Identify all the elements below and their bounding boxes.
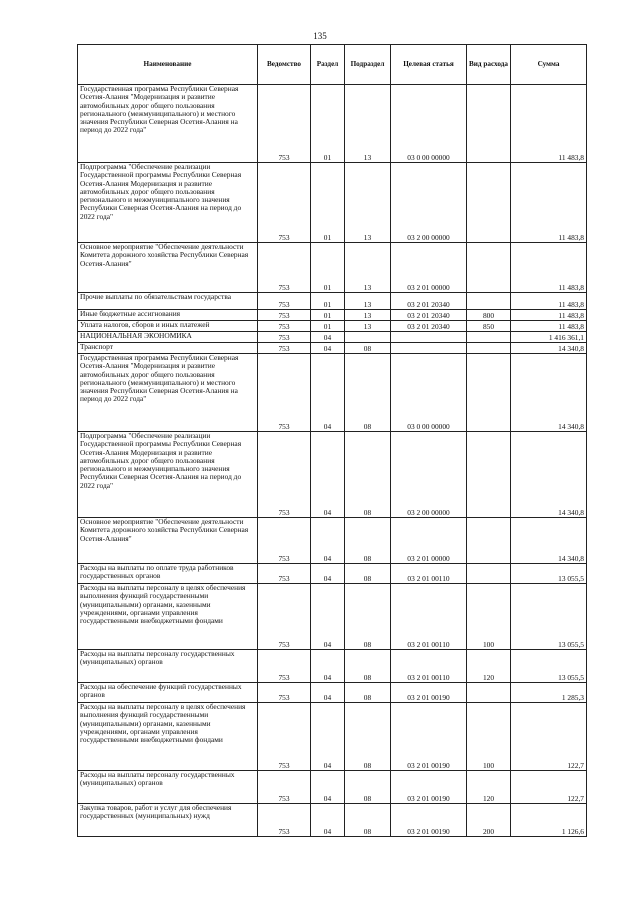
row-name: НАЦИОНАЛЬНАЯ ЭКОНОМИКА <box>80 332 192 340</box>
row-target: 03 2 01 00000 <box>391 518 467 564</box>
row-amount: 14 340,8 <box>511 432 587 518</box>
header-section: Раздел <box>311 45 345 85</box>
row-subsection: 08 <box>345 432 391 518</box>
row-dept: 753 <box>258 683 311 703</box>
row-name: Основное мероприятие "Обеспечение деятельности Комитета дорожного хозяйства Республики Северная Осетия-Алания" <box>80 518 249 543</box>
row-name: Государственная программа Республики Северная Осетия-Алания "Модернизация и развитие автомобильных дорог общего пользования регионального (межмуниципального) и местного значения Республики Северная Осетия-Алания на период до 2022 года" <box>80 354 239 404</box>
row-dept: 753 <box>258 310 311 321</box>
row-name: Расходы на выплаты персоналу в целях обеспечения выполнения функций государственными (муниципальными) органами, казенными учреждениями, органами управления государственными внебюджетными фондами <box>80 584 246 626</box>
row-target: 03 2 01 00190 <box>391 771 467 804</box>
row-subsection: 08 <box>345 354 391 432</box>
row-dept: 753 <box>258 432 311 518</box>
row-amount: 11 483,8 <box>511 243 587 293</box>
row-name: Расходы на выплаты персоналу государственных (муниципальных) органов <box>80 650 235 667</box>
row-subsection: 08 <box>345 518 391 564</box>
table-row <box>78 310 587 321</box>
row-name-cell <box>78 243 258 293</box>
row-target <box>391 343 467 354</box>
table-row <box>78 650 587 683</box>
table-row <box>78 332 587 343</box>
header-name: Наименование <box>78 45 258 85</box>
row-expense-type: 120 <box>467 771 511 804</box>
row-dept: 753 <box>258 564 311 584</box>
row-dept: 753 <box>258 650 311 683</box>
row-name: Государственная программа Республики Северная Осетия-Алания "Модернизация и развитие автомобильных дорог общего пользования регионального (межмуниципального) и местного значения Республики Северная Осетия-Алания на период до 2022 года" <box>80 85 239 135</box>
row-subsection: 08 <box>345 683 391 703</box>
row-expense-type: 100 <box>467 584 511 650</box>
table-row <box>78 771 587 804</box>
row-subsection: 08 <box>345 804 391 837</box>
row-subsection: 08 <box>345 703 391 771</box>
row-section: 04 <box>311 683 345 703</box>
budget-table <box>77 44 587 837</box>
row-dept: 753 <box>258 332 311 343</box>
header-target: Целевая статья <box>391 45 467 85</box>
table-row <box>78 163 587 243</box>
row-name-cell <box>78 564 258 584</box>
table-body <box>78 85 587 837</box>
row-dept: 753 <box>258 343 311 354</box>
row-amount: 11 483,8 <box>511 310 587 321</box>
row-target: 03 2 01 00190 <box>391 804 467 837</box>
row-dept: 753 <box>258 804 311 837</box>
row-name: Расходы на выплаты персоналу государственных (муниципальных) органов <box>80 771 235 788</box>
row-expense-type: 850 <box>467 321 511 332</box>
row-expense-type <box>467 343 511 354</box>
row-section: 01 <box>311 163 345 243</box>
row-section: 01 <box>311 243 345 293</box>
row-section: 01 <box>311 293 345 310</box>
row-name: Иные бюджетные ассигнования <box>80 310 181 318</box>
row-name: Подпрограмма "Обеспечение реализации Государственной программы Республики Северная Осетия-Алания Модернизация и развитие автомобильных дорог общего пользования регионального и межмуниципального значения Республики Северная Осетия-Алания на период до 2022 года" <box>80 163 242 221</box>
row-section: 01 <box>311 85 345 163</box>
row-target: 03 2 01 20340 <box>391 293 467 310</box>
header-dept: Ведомство <box>258 45 311 85</box>
row-name: Закупка товаров, работ и услуг для обеспечения государственных (муниципальных) нужд <box>80 804 232 821</box>
row-name-cell <box>78 771 258 804</box>
row-subsection: 13 <box>345 163 391 243</box>
row-expense-type <box>467 332 511 343</box>
table-row <box>78 293 587 310</box>
table-row <box>78 432 587 518</box>
row-expense-type <box>467 683 511 703</box>
row-target: 03 2 01 00110 <box>391 650 467 683</box>
row-subsection: 08 <box>345 650 391 683</box>
row-section: 04 <box>311 564 345 584</box>
row-dept: 753 <box>258 293 311 310</box>
header-subsection: Подраздел <box>345 45 391 85</box>
row-amount: 11 483,8 <box>511 163 587 243</box>
row-name-cell <box>78 432 258 518</box>
row-expense-type <box>467 518 511 564</box>
row-name-cell <box>78 518 258 564</box>
row-section: 04 <box>311 332 345 343</box>
row-target: 03 0 00 00000 <box>391 354 467 432</box>
row-target: 03 2 01 00000 <box>391 243 467 293</box>
row-section: 04 <box>311 804 345 837</box>
row-name-cell <box>78 163 258 243</box>
row-section: 04 <box>311 650 345 683</box>
row-amount: 13 055,5 <box>511 650 587 683</box>
row-dept: 753 <box>258 518 311 564</box>
row-dept: 753 <box>258 321 311 332</box>
row-name-cell <box>78 683 258 703</box>
row-amount: 11 483,8 <box>511 85 587 163</box>
row-subsection: 08 <box>345 584 391 650</box>
row-subsection: 13 <box>345 243 391 293</box>
row-dept: 753 <box>258 703 311 771</box>
row-expense-type <box>467 432 511 518</box>
row-subsection: 08 <box>345 343 391 354</box>
row-expense-type <box>467 354 511 432</box>
table-row <box>78 321 587 332</box>
row-amount: 13 055,5 <box>511 584 587 650</box>
row-subsection: 13 <box>345 293 391 310</box>
row-dept: 753 <box>258 584 311 650</box>
row-name: Расходы на обеспечение функций государственных органов <box>80 683 242 700</box>
row-amount: 1 416 361,1 <box>511 332 587 343</box>
row-section: 04 <box>311 584 345 650</box>
table-row <box>78 703 587 771</box>
row-name: Расходы на выплаты по оплате труда работников государственных органов <box>80 564 234 581</box>
table-row <box>78 683 587 703</box>
table-row <box>78 354 587 432</box>
row-amount: 14 340,8 <box>511 518 587 564</box>
row-name: Расходы на выплаты персоналу в целях обеспечения выполнения функций государственными (муниципальными) органами, казенными учреждениями, органами управления государственными внебюджетными фондами <box>80 703 246 745</box>
row-name-cell <box>78 321 258 332</box>
row-section: 04 <box>311 771 345 804</box>
row-section: 04 <box>311 703 345 771</box>
row-expense-type: 100 <box>467 703 511 771</box>
row-section: 01 <box>311 321 345 332</box>
row-section: 04 <box>311 518 345 564</box>
header-row <box>78 45 587 85</box>
row-dept: 753 <box>258 771 311 804</box>
row-amount: 122,7 <box>511 703 587 771</box>
row-amount: 13 055,5 <box>511 564 587 584</box>
row-dept: 753 <box>258 85 311 163</box>
row-target: 03 0 00 00000 <box>391 85 467 163</box>
row-name-cell <box>78 354 258 432</box>
row-name-cell <box>78 310 258 321</box>
row-expense-type <box>467 243 511 293</box>
row-amount: 11 483,8 <box>511 321 587 332</box>
row-subsection <box>345 332 391 343</box>
row-amount: 14 340,8 <box>511 354 587 432</box>
table-row <box>78 584 587 650</box>
row-name-cell <box>78 293 258 310</box>
row-amount: 14 340,8 <box>511 343 587 354</box>
row-name-cell <box>78 804 258 837</box>
row-expense-type: 200 <box>467 804 511 837</box>
table-row <box>78 343 587 354</box>
row-target: 03 2 01 00190 <box>391 683 467 703</box>
row-expense-type: 800 <box>467 310 511 321</box>
row-name: Основное мероприятие "Обеспечение деятельности Комитета дорожного хозяйства Республики Северная Осетия-Алания" <box>80 243 249 268</box>
row-name: Уплата налогов, сборов и иных платежей <box>80 321 210 329</box>
row-subsection: 13 <box>345 85 391 163</box>
row-amount: 122,7 <box>511 771 587 804</box>
row-subsection: 08 <box>345 771 391 804</box>
row-name-cell <box>78 703 258 771</box>
row-section: 04 <box>311 432 345 518</box>
row-amount: 1 126,6 <box>511 804 587 837</box>
row-target: 03 2 01 00110 <box>391 564 467 584</box>
row-subsection: 08 <box>345 564 391 584</box>
row-section: 04 <box>311 343 345 354</box>
row-dept: 753 <box>258 163 311 243</box>
row-target: 03 2 01 20340 <box>391 310 467 321</box>
table-row <box>78 564 587 584</box>
row-dept: 753 <box>258 354 311 432</box>
row-target: 03 2 01 00110 <box>391 584 467 650</box>
row-expense-type <box>467 564 511 584</box>
row-subsection: 13 <box>345 321 391 332</box>
row-target: 03 2 01 00190 <box>391 703 467 771</box>
row-target: 03 2 00 00000 <box>391 163 467 243</box>
row-expense-type <box>467 163 511 243</box>
table-row <box>78 243 587 293</box>
row-target <box>391 332 467 343</box>
row-name-cell <box>78 332 258 343</box>
row-name-cell <box>78 650 258 683</box>
row-name-cell <box>78 343 258 354</box>
row-section: 04 <box>311 354 345 432</box>
header-amount: Сумма <box>511 45 587 85</box>
row-name: Подпрограмма "Обеспечение реализации Государственной программы Республики Северная Осетия-Алания Модернизация и развитие автомобильных дорог общего пользования регионального и межмуниципального значения Республики Северная Осетия-Алания на период до 2022 года" <box>80 432 242 490</box>
header-expense-type: Вид расхода <box>467 45 511 85</box>
row-expense-type <box>467 293 511 310</box>
row-name: Прочие выплаты по обязательствам государства <box>80 293 232 301</box>
table-row <box>78 85 587 163</box>
page-number: 135 <box>313 31 327 41</box>
row-name-cell <box>78 584 258 650</box>
row-subsection: 13 <box>345 310 391 321</box>
table-row <box>78 804 587 837</box>
row-dept: 753 <box>258 243 311 293</box>
row-name: Транспорт <box>80 343 113 351</box>
row-section: 01 <box>311 310 345 321</box>
row-name-cell <box>78 85 258 163</box>
row-expense-type <box>467 85 511 163</box>
row-amount: 1 285,3 <box>511 683 587 703</box>
row-amount: 11 483,8 <box>511 293 587 310</box>
table-row <box>78 518 587 564</box>
row-target: 03 2 00 00000 <box>391 432 467 518</box>
row-expense-type: 120 <box>467 650 511 683</box>
row-target: 03 2 01 20340 <box>391 321 467 332</box>
